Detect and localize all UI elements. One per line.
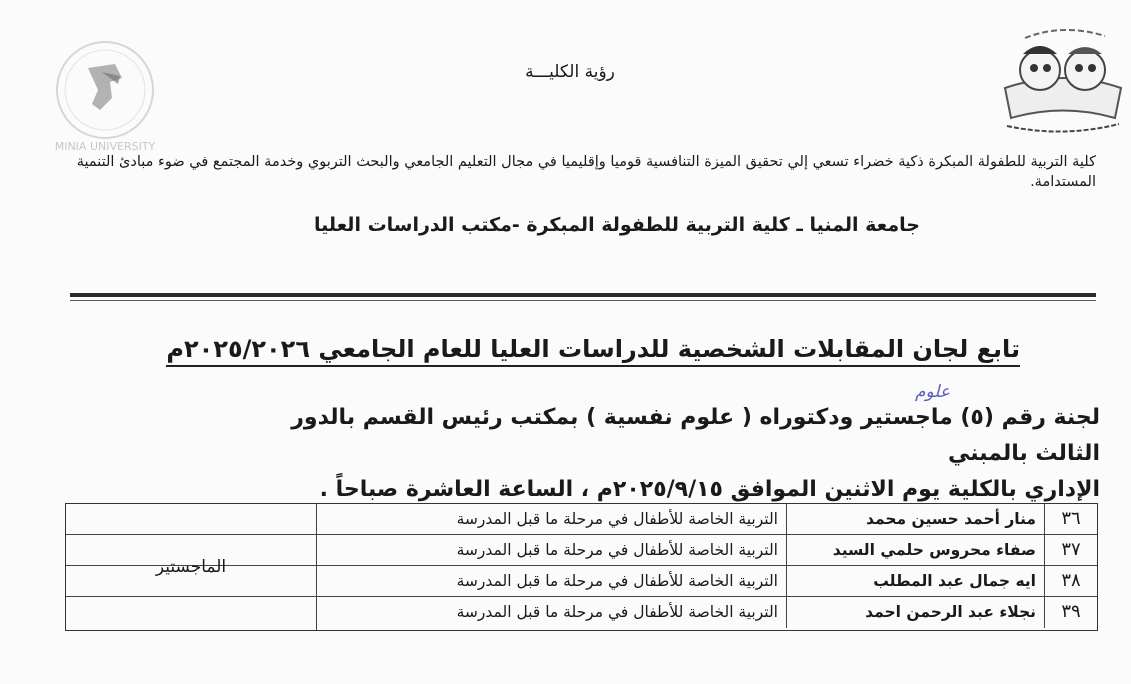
faculty-logo (995, 18, 1131, 138)
committee-line-2: الإداري بالكلية يوم الاثنين الموافق ٢٠٢٥/٩/١٥م ، الساعة العاشرة صباحاً . (319, 477, 1100, 502)
candidate-name: صفاء محروس حلمي السيد (787, 535, 1045, 565)
handwritten-note: علوم (915, 382, 951, 402)
candidate-name: نجلاء عبد الرحمن احمد (787, 597, 1045, 628)
university-logo (40, 38, 170, 156)
vision-title: رؤية الكليـــة (525, 62, 615, 82)
committee-info (225, 400, 1100, 508)
header-divider (70, 293, 1096, 297)
vision-statement: كلية التربية للطفولة المبكرة ذكية خضراء تسعي إلي تحقيق الميزة التنافسية قوميا وإقليميا في مجال التعليم الجامعي والبحث التربوي وخدمة المجتمع في ضوء مبادئ التنمية المستدامة. (76, 154, 1096, 190)
row-number: ٣٨ (1061, 570, 1081, 591)
section-title (150, 335, 1020, 363)
row-number: ٣٦ (1061, 508, 1081, 529)
department: التربية الخاصة للأطفال في مرحلة ما قبل المدرسة (317, 566, 787, 596)
candidate-name: ايه جمال عبد المطلب (787, 566, 1045, 596)
section-title-text: تابع لجان المقابلات الشخصية للدراسات العليا للعام الجامعي ٢٠٢٥/٢٠٢٦م (166, 335, 1020, 367)
row-number: ٣٧ (1061, 539, 1081, 560)
department: التربية الخاصة للأطفال في مرحلة ما قبل المدرسة (317, 535, 787, 565)
university-logo-text: MINIA UNIVERSITY (54, 140, 156, 153)
candidates-table (65, 503, 1098, 631)
institution-line: جامعة المنيا ـ كلية التربية للطفولة المبكرة -مكتب الدراسات العليا (313, 214, 920, 236)
department: التربية الخاصة للأطفال في مرحلة ما قبل المدرسة (317, 504, 787, 534)
header-divider-thin (70, 300, 1096, 301)
row-number: ٣٩ (1061, 601, 1081, 622)
candidate-name: منار أحمد حسين محمد (787, 504, 1045, 534)
department: التربية الخاصة للأطفال في مرحلة ما قبل المدرسة (317, 597, 787, 628)
degree-cell: الماجستير (66, 504, 317, 630)
committee-line-1: لجنة رقم (٥) ماجستير ودكتوراه ( علوم نفسية ) بمكتب رئيس القسم بالدور الثالث بالمبني (291, 405, 1100, 466)
